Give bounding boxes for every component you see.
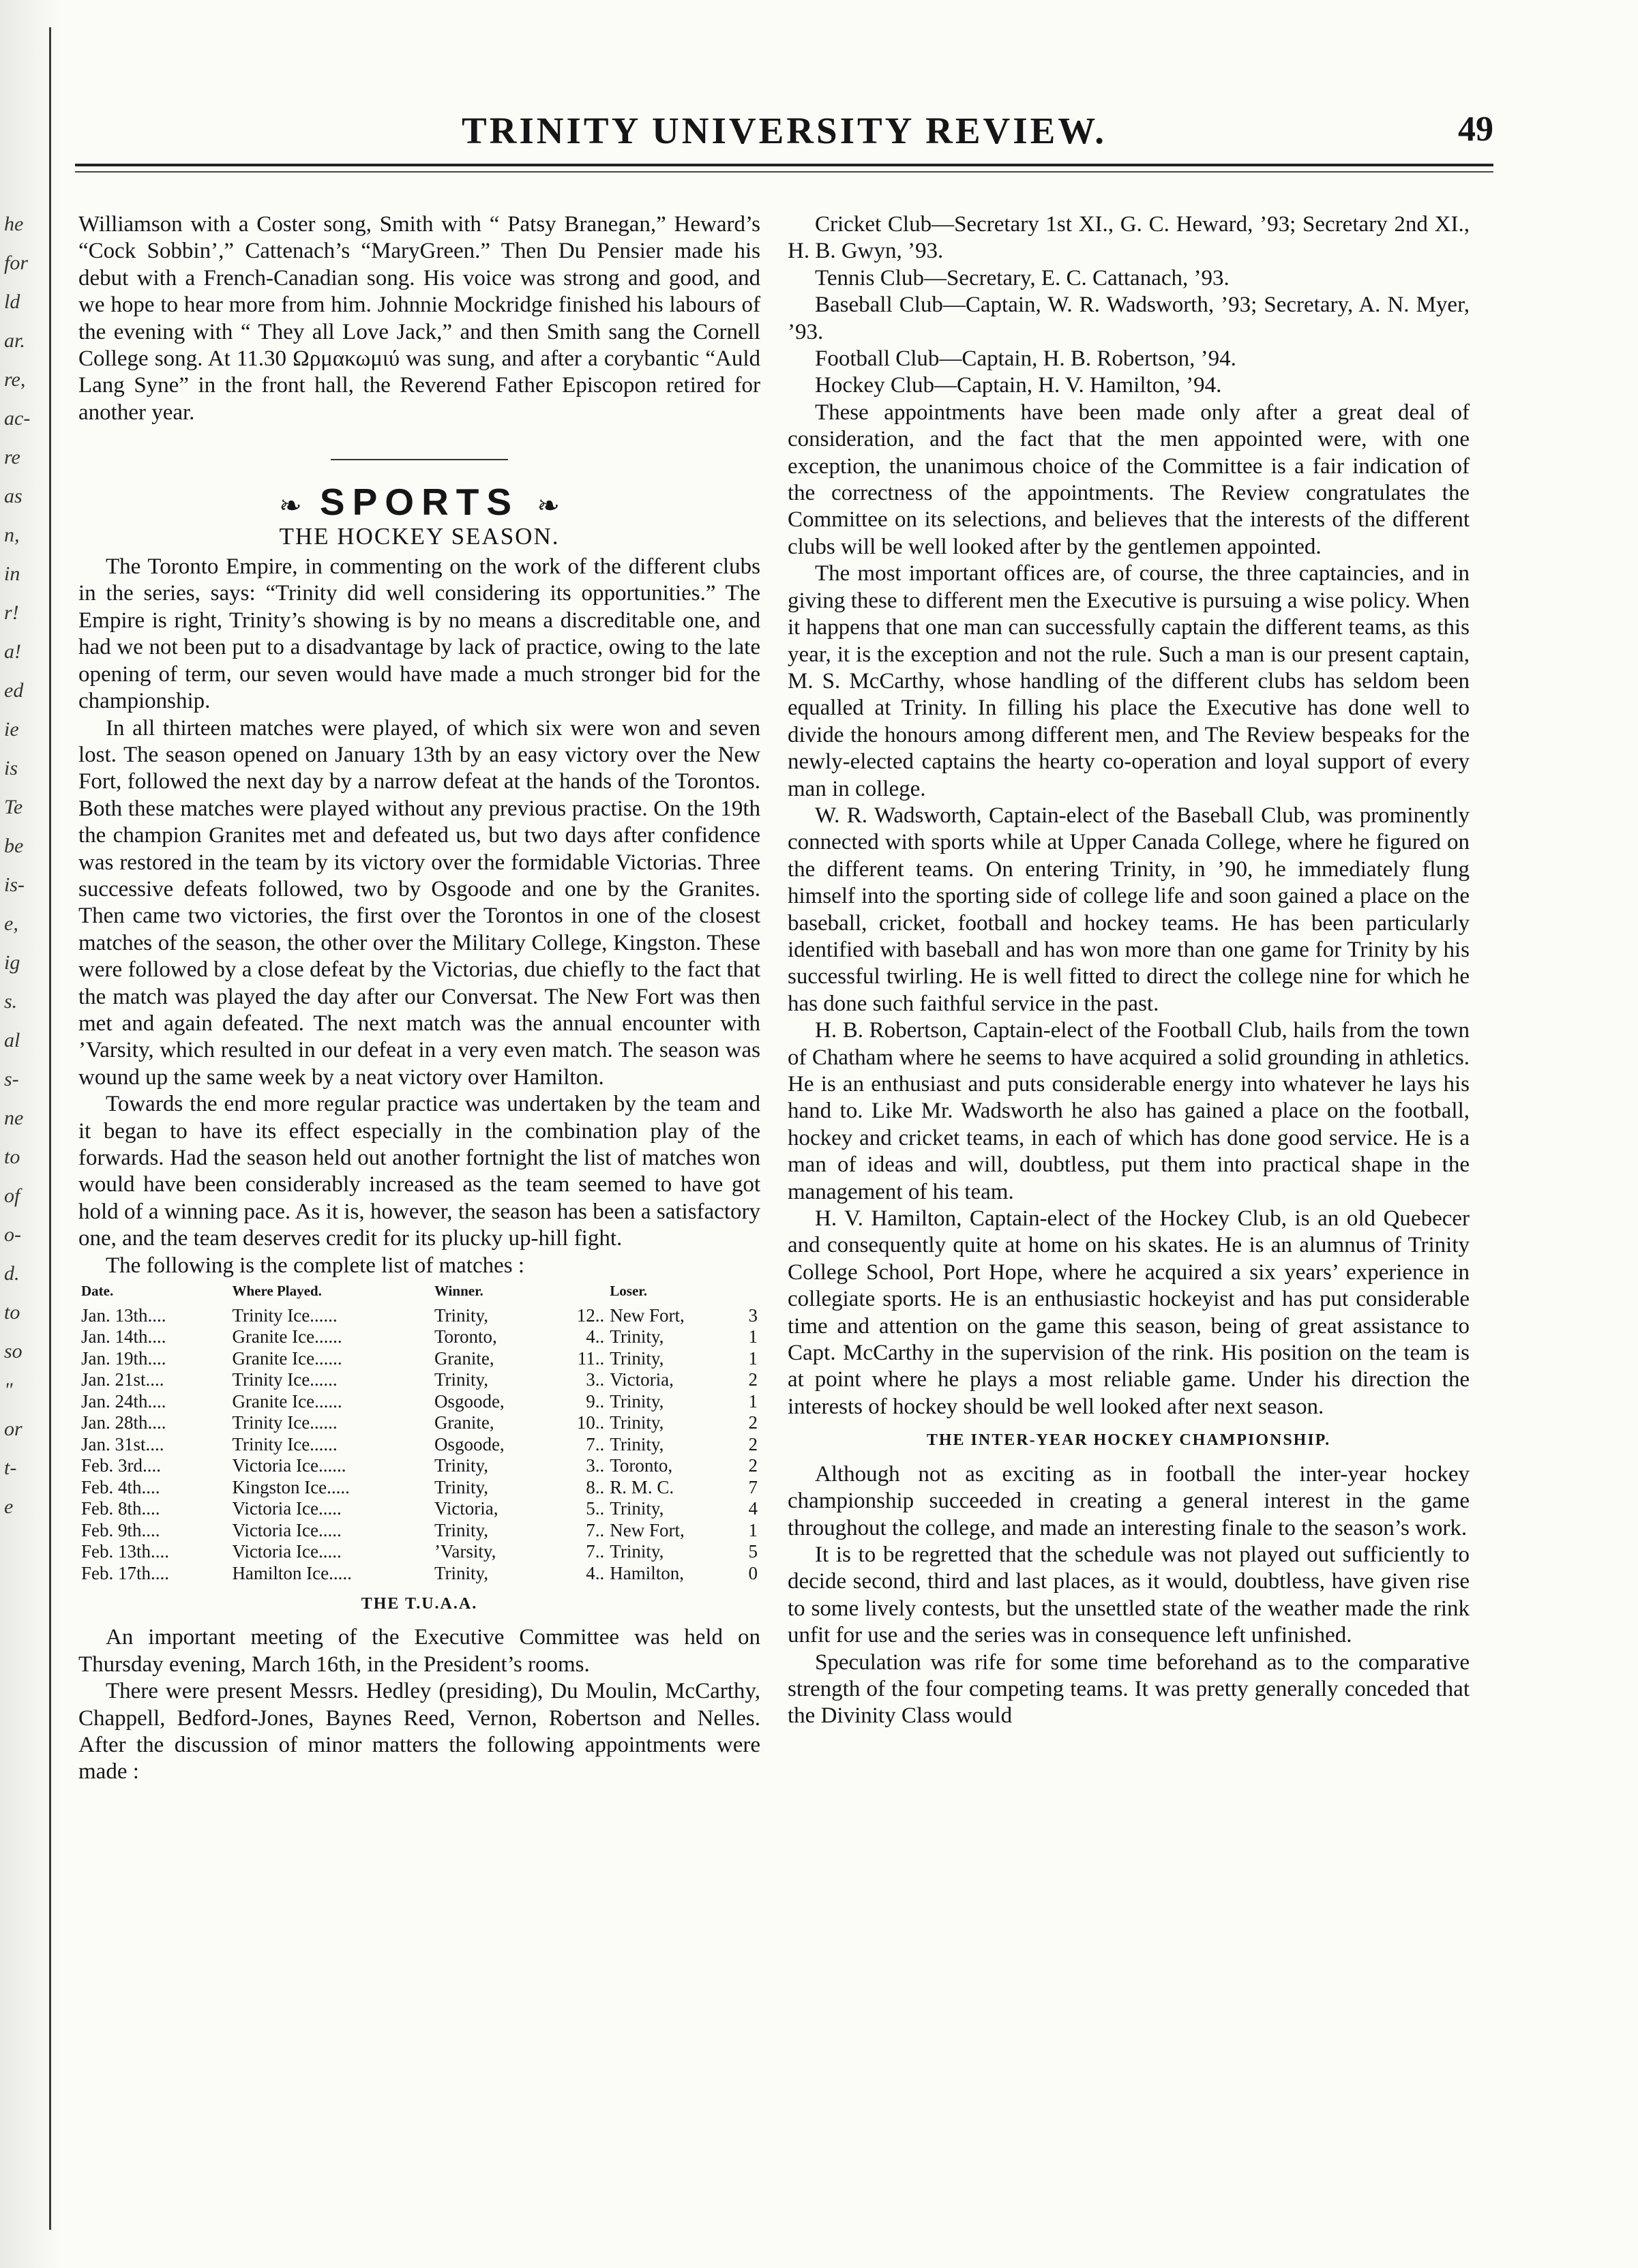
- match-date: Jan. 24th....: [81, 1390, 166, 1412]
- tuaa-paragraph-2: There were present Messrs. Hedley (presiding), Du Moulin, McCarthy, Chappell, Bedford-Jones, Baynes Reed, Vernon, Robertson and Nelles. After the discussion of minor matters the following appointments were made :: [78, 1679, 760, 1785]
- left-column: [78, 211, 760, 1786]
- match-loser-score: 1: [748, 1390, 758, 1412]
- header-rule: [75, 164, 1493, 166]
- match-date: Jan. 31st....: [81, 1433, 164, 1454]
- header-rule-thin: [75, 171, 1493, 173]
- gutter-fragment: ac-: [4, 407, 31, 430]
- match-winner: Granite,: [434, 1347, 494, 1369]
- gutter-edge-line: [49, 27, 51, 2230]
- header-loser: Loser.: [610, 1283, 647, 1300]
- match-winner: Trinity,: [434, 1304, 488, 1326]
- gutter-text-fragments: [4, 205, 45, 1526]
- gutter-fragment: be: [4, 835, 24, 857]
- match-loser: Trinity,: [610, 1433, 664, 1454]
- right-paragraph-3: W. R. Wadsworth, Captain-elect of the Baseball Club, was prominently connected with sports while at Upper Canada College, where he figured on the different teams. On entering Trinity, in ’90, he immediately flung himself into the sporting side of college life and soon gained a place on the baseball, cricket, football and hockey teams. He has been particularly identified with baseball and has won more than one game for Trinity by his successful twirling. He is well fitted to direct the college nine for which he has done such faithful service in the past.: [788, 803, 1470, 1016]
- gutter-fragment: of: [4, 1184, 20, 1207]
- match-winner-score: 3..: [586, 1369, 605, 1390]
- match-winner: Trinity,: [434, 1455, 488, 1476]
- gutter-fragment: e,: [4, 912, 18, 935]
- running-title: TRINITY UNIVERSITY REVIEW.: [461, 110, 1107, 151]
- match-winner-score: 8..: [586, 1476, 605, 1497]
- match-loser-score: 5: [748, 1541, 758, 1562]
- match-place: Trinity Ice......: [232, 1433, 338, 1454]
- section-divider: [331, 459, 508, 460]
- match-date: Jan. 19th....: [81, 1347, 166, 1369]
- match-winner-score: 7..: [586, 1541, 605, 1562]
- match-place: Granite Ice......: [232, 1326, 342, 1347]
- table-row: [78, 1391, 760, 1413]
- gutter-fragment: so: [4, 1340, 23, 1362]
- gutter-fragment: ar.: [4, 329, 25, 352]
- right-paragraph-2: The most important offices are, of course, the three captaincies, and in giving these to different men the Executive is pursuing a wise policy. When it happens that one man can successfully captain the different teams, as this year, it is the exception and not the rule. Such a man is our present captain, M. S. McCarthy, whose handling of the different clubs has seldom been equalled at Trinity. In filling his place the Executive has done well to divide the honours among different men, and The Review bespeaks for the newly-elected captains the hearty co-operation and loyal support of every man in college.: [788, 561, 1470, 801]
- gutter-fragment: for: [4, 252, 29, 274]
- gutter-fragment: re,: [4, 368, 26, 391]
- hockey-paragraph-2: In all thirteen matches were played, of which six were won and seven lost. The season opened on January 13th by an easy victory over the New Fort, followed the next day by a narrow defeat at the hands of the Torontos. Both these matches were played without any previous practise. On the 19th the champion Granites met and defeated us, but two days after confidence was restored in the team by its victory over the formidable Victorias. Three successive defeats followed, two by Osgoode and one by the Granites. Then came two victories, the first over the Torontos in one of the closest matches of the season, the other over the Military College, Kingston. These were followed by a close defeat by the Victorias, due chiefly to the fact that the match was played the day after our Conversat. The New Fort was then met and again defeated. The next match was the annual encounter with ’Varsity, which resulted in our defeat in a very even match. The season was wound up the same week by a neat victory over Hamilton.: [78, 715, 760, 1090]
- match-winner: Toronto,: [434, 1326, 497, 1347]
- match-winner-score: 12..: [576, 1304, 605, 1326]
- gutter-fragment: to: [4, 1301, 20, 1324]
- right-column: [788, 211, 1470, 1730]
- hockey-season-heading: THE HOCKEY SEASON.: [279, 522, 560, 550]
- gutter-fragment: Te: [4, 796, 23, 818]
- match-date: Feb. 9th....: [81, 1519, 160, 1540]
- header-place: Where Played.: [232, 1283, 322, 1300]
- gutter-fragment: or: [4, 1418, 23, 1440]
- match-loser-score: 2: [748, 1455, 758, 1476]
- table-row: [78, 1369, 760, 1391]
- gutter-fragment: ne: [4, 1107, 24, 1129]
- table-row: [78, 1326, 760, 1348]
- match-loser-score: 1: [748, 1347, 758, 1369]
- gutter-fragment: ": [4, 1379, 13, 1401]
- match-loser: Trinity,: [610, 1347, 664, 1369]
- match-winner-score: 3..: [586, 1455, 605, 1476]
- opening-paragraph: Williamson with a Coster song, Smith with “ Patsy Branegan,” Heward’s “Cock Sobbin’,” Cattenach’s “MaryGreen.” Then Du Pensier made his debut with a French-Canadian song. His voice was strong and good, and we hope to hear more from him. Johnnie Mockridge finished his labours of the evening with “ They all Love Jack,” and then Smith sang the Cornell College song. At 11.30 Ωρμακωμιύ was sung, and after a corybantic “Auld Lang Syne” in the front hall, the Reverend Father Episcopon retired for another year.: [78, 212, 760, 425]
- match-winner-score: 11..: [577, 1347, 605, 1369]
- match-place: Victoria Ice.....: [232, 1541, 342, 1562]
- gutter-fragment: is: [4, 757, 18, 779]
- match-place: Trinity Ice......: [232, 1304, 338, 1326]
- table-row: [78, 1541, 760, 1563]
- match-winner: Trinity,: [434, 1519, 488, 1540]
- match-loser: Toronto,: [610, 1455, 673, 1476]
- gutter-fragment: r!: [4, 601, 19, 624]
- match-loser: Victoria,: [610, 1369, 674, 1390]
- match-winner: ’Varsity,: [434, 1541, 496, 1562]
- right-paragraph-4: H. B. Robertson, Captain-elect of the Football Club, hails from the town of Chatham where he seems to have acquired a solid grounding in athletics. He is an enthusiast and puts considerable energy into whatever he lays his hand to. Like Mr. Wadsworth he also has gained a place on the football, hockey and cricket teams, in each of which has done good service. He is a man of ideas and will, doubtless, put them into practical shape in the management of his team.: [788, 1018, 1470, 1204]
- match-loser-score: 2: [748, 1369, 758, 1390]
- match-loser: Trinity,: [610, 1541, 664, 1562]
- match-place: Trinity Ice......: [232, 1412, 338, 1433]
- right-paragraph-8: Speculation was rife for some time beforehand as to the comparative strength of the four competing teams. It was pretty generally conceded that the Divinity Class would: [788, 1650, 1470, 1729]
- match-winner: Trinity,: [434, 1476, 488, 1497]
- match-date: Feb. 17th....: [81, 1562, 170, 1583]
- table-row: [78, 1412, 760, 1434]
- appointment-baseball: Baseball Club—Captain, W. R. Wadsworth, ’93; Secretary, A. N. Myer, ’93.: [788, 293, 1470, 344]
- header-winner: Winner.: [434, 1283, 483, 1300]
- gutter-fragment: ig: [4, 951, 20, 974]
- match-loser: Trinity,: [610, 1390, 664, 1412]
- gutter-fragment: to: [4, 1146, 20, 1168]
- ornament-left-icon: ❧: [279, 491, 302, 522]
- match-loser-score: 3: [748, 1304, 758, 1326]
- table-row: [78, 1520, 760, 1542]
- table-row: [78, 1348, 760, 1370]
- match-date: Feb. 8th....: [81, 1498, 160, 1519]
- match-winner: Osgoode,: [434, 1433, 505, 1454]
- matches-table: [78, 1281, 760, 1584]
- match-loser: Trinity,: [610, 1498, 664, 1519]
- gutter-fragment: in: [4, 563, 20, 585]
- gutter-fragment: s.: [4, 990, 18, 1013]
- match-place: Victoria Ice.....: [232, 1498, 342, 1519]
- match-winner-score: 9..: [586, 1390, 605, 1412]
- binding-gutter: [0, 0, 63, 2268]
- appointments-list: [788, 211, 1470, 400]
- match-date: Jan. 28th....: [81, 1412, 166, 1433]
- gutter-fragment: al: [4, 1029, 20, 1051]
- match-date: Feb. 3rd....: [81, 1455, 161, 1476]
- gutter-fragment: n,: [4, 524, 20, 546]
- table-row: [78, 1455, 760, 1477]
- match-date: Jan. 13th....: [81, 1304, 166, 1326]
- match-place: Granite Ice......: [232, 1390, 342, 1412]
- hockey-paragraph-1: The Toronto Empire, in commenting on the work of the different clubs in the series, says: “Trinity did well considering its opportunities.” The Empire is right, Trinity’s showing is by no means a discreditable one, and had we not been put to a disadvantage by lack of practice, owing to the late opening of term, our seven would have made a much stronger bid for the championship.: [78, 554, 760, 714]
- match-winner: Trinity,: [434, 1369, 488, 1390]
- table-row: [78, 1563, 760, 1585]
- gutter-fragment: is-: [4, 874, 25, 896]
- table-row: [78, 1305, 760, 1327]
- match-loser-score: 7: [748, 1476, 758, 1497]
- right-paragraph-7: It is to be regretted that the schedule was not played out sufficiently to decide second, third and last places, as it would, doubtless, have given rise to some lively contests, but the unsettled state of the weather made the rink unfit for use and the series was in consequence left unfinished.: [788, 1542, 1470, 1648]
- appointment-cricket: Cricket Club—Secretary 1st XI., G. C. Heward, ’93; Secretary 2nd XI., H. B. Gwyn, ’93.: [788, 212, 1470, 264]
- match-place: Kingston Ice.....: [232, 1476, 350, 1497]
- match-loser: Hamilton,: [610, 1562, 685, 1583]
- right-paragraph-5: H. V. Hamilton, Captain-elect of the Hockey Club, is an old Quebecer and consequently quite at home on his skates. He is an alumnus of Trinity College School, Port Hope, where he acquired a six years’ experience in collegiate sports. He is an enthusiastic hockeyist and has put considerable time and attention on the game this season, being of great assistance to Capt. McCarthy in the supervision of the rink. His position on the team is at point where he plays a most reliable game. Under his direction the interests of hockey should be well looked after next season.: [788, 1206, 1470, 1419]
- table-row: [78, 1477, 760, 1499]
- ornament-right-icon: ❧: [537, 491, 560, 522]
- appointment-football: Football Club—Captain, H. B. Robertson, ’94.: [815, 346, 1236, 372]
- match-winner-score: 10..: [576, 1412, 605, 1433]
- gutter-fragment: ed: [4, 679, 24, 702]
- interyear-heading: THE INTER-YEAR HOCKEY CHAMPIONSHIP.: [926, 1431, 1331, 1450]
- match-winner: Victoria,: [434, 1498, 498, 1519]
- page-number: 49: [1458, 110, 1493, 149]
- match-place: Granite Ice......: [232, 1347, 342, 1369]
- right-paragraph-1: These appointments have been made only after a great deal of consideration, and the fact that the men appointed were, with one exception, the unanimous choice of the Committee is a fair indication of the correctness of the appointments. The Review congratulates the Committee on its selections, and believes that the interests of the different clubs will be well looked after by the gentlemen appointed.: [788, 400, 1470, 559]
- gutter-fragment: e: [4, 1495, 14, 1518]
- gutter-fragment: d.: [4, 1262, 20, 1285]
- match-loser: New Fort,: [610, 1519, 685, 1540]
- table-header-row: [78, 1281, 760, 1305]
- match-winner-score: 7..: [586, 1433, 605, 1454]
- match-place: Victoria Ice.....: [232, 1519, 342, 1540]
- right-paragraph-6: Although not as exciting as in football the inter-year hockey championship succeeded in creating a general interest in the game throughout the college, and made an interesting finale to the season’s work.: [788, 1461, 1470, 1540]
- gutter-fragment: s-: [4, 1068, 19, 1090]
- gutter-fragment: a!: [4, 640, 21, 663]
- match-loser: Trinity,: [610, 1326, 664, 1347]
- match-loser: R. M. C.: [610, 1476, 674, 1497]
- match-date: Jan. 14th....: [81, 1326, 166, 1347]
- gutter-fragment: o-: [4, 1223, 21, 1246]
- match-loser-score: 1: [748, 1519, 758, 1540]
- match-winner: Osgoode,: [434, 1390, 505, 1412]
- gutter-fragment: ld: [4, 290, 20, 313]
- header-date: Date.: [81, 1283, 114, 1300]
- gutter-fragment: re: [4, 446, 20, 468]
- page-header: [75, 109, 1493, 157]
- match-date: Feb. 4th....: [81, 1476, 160, 1497]
- sports-heading: [78, 481, 760, 524]
- match-place: Trinity Ice......: [232, 1369, 338, 1390]
- match-winner-score: 5..: [586, 1498, 605, 1519]
- match-loser-score: 0: [748, 1562, 758, 1583]
- tuaa-heading: THE T.U.A.A.: [361, 1595, 478, 1613]
- match-date: Jan. 21st....: [81, 1369, 164, 1390]
- match-place: Hamilton Ice.....: [232, 1562, 352, 1583]
- match-winner-score: 4..: [586, 1326, 605, 1347]
- match-place: Victoria Ice......: [232, 1455, 346, 1476]
- match-winner-score: 7..: [586, 1519, 605, 1540]
- match-winner-score: 4..: [586, 1562, 605, 1583]
- match-loser-score: 2: [748, 1433, 758, 1454]
- gutter-fragment: as: [4, 485, 23, 507]
- match-loser: Trinity,: [610, 1412, 664, 1433]
- hockey-paragraph-4: The following is the complete list of matches :: [106, 1253, 525, 1278]
- gutter-fragment: he: [4, 213, 24, 235]
- appointment-tennis: Tennis Club—Secretary, E. C. Cattanach, ’93.: [815, 265, 1230, 290]
- match-loser-score: 2: [748, 1412, 758, 1433]
- table-row: [78, 1434, 760, 1456]
- match-winner: Trinity,: [434, 1562, 488, 1583]
- match-loser-score: 4: [748, 1498, 758, 1519]
- match-date: Feb. 13th....: [81, 1541, 170, 1562]
- match-loser: New Fort,: [610, 1304, 685, 1326]
- match-winner: Granite,: [434, 1412, 494, 1433]
- sports-title: SPORTS: [319, 481, 520, 524]
- table-row: [78, 1498, 760, 1520]
- tuaa-paragraph-1: An important meeting of the Executive Committee was held on Thursday evening, March 16th, in the President’s rooms.: [78, 1625, 760, 1677]
- match-loser-score: 1: [748, 1326, 758, 1347]
- hockey-paragraph-3: Towards the end more regular practice was undertaken by the team and it began to have its effect especially in the combination play of the forwards. Had the season held out another fortnight the list of matches won would have been considerably increased as the team seemed to have got hold of a winning pace. As it is, however, the season has been a satisfactory one, and the team deserves credit for its plucky up-hill fight.: [78, 1092, 760, 1251]
- gutter-fragment: t-: [4, 1457, 17, 1479]
- gutter-fragment: ie: [4, 718, 19, 741]
- appointment-hockey: Hockey Club—Captain, H. V. Hamilton, ’94.: [815, 373, 1222, 398]
